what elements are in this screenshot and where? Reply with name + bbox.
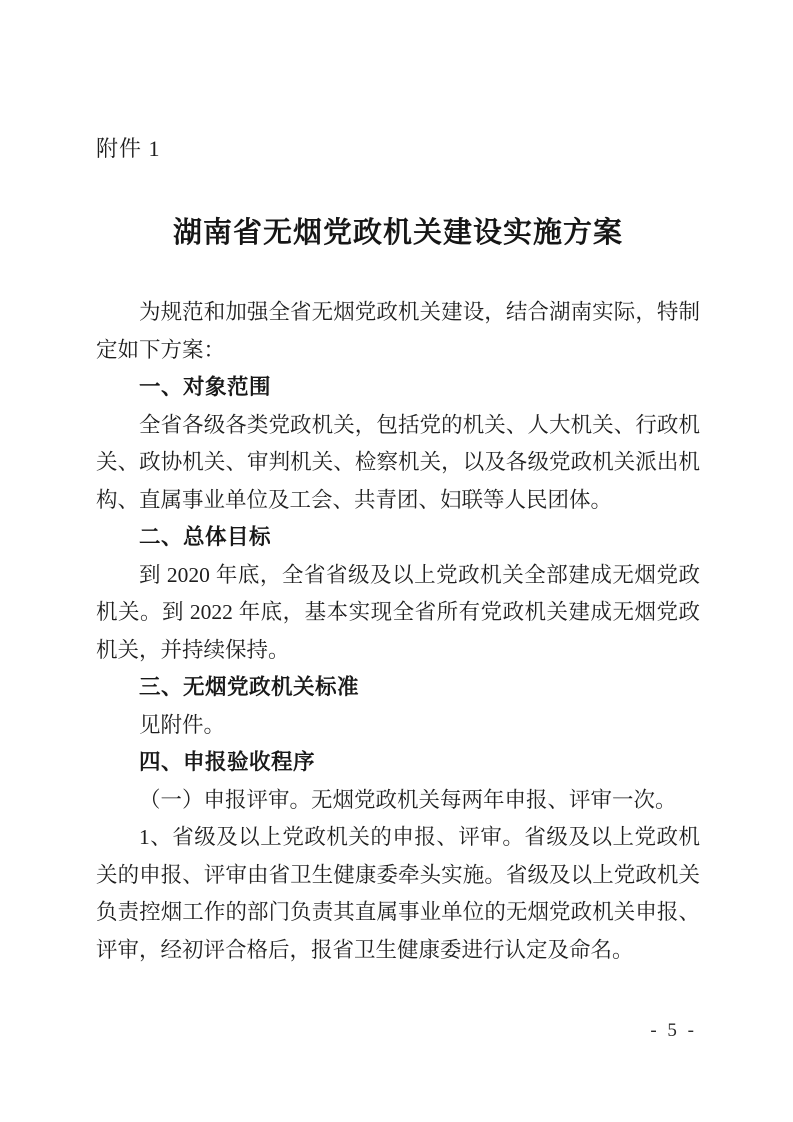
- section-paragraph-goals: 到 2020 年底，全省省级及以上党政机关全部建成无烟党政机关。到 2022 年底，基本实现全省所有党政机关建成无烟党政机关，并持续保持。: [96, 562, 700, 662]
- section-heading-procedure: 四、申报验收程序: [139, 750, 316, 774]
- intro-paragraph: 为规范和加强全省无烟党政机关建设，结合湖南实际，特制定如下方案：: [96, 300, 700, 362]
- section-heading-scope: 一、对象范围: [139, 375, 272, 399]
- document-body: [96, 294, 700, 969]
- section-paragraph-procedure-2: 1、省级及以上党政机关的申报、评审。省级及以上党政机关的申报、评审由省卫生健康委牵头实施。省级及以上党政机关负责控烟工作的部门负责其直属事业单位的无烟党政机关申报、评审，经初评合格后，报省卫生健康委进行认定及命名。: [96, 825, 700, 962]
- attachment-label: 附件 1: [96, 136, 161, 161]
- section-paragraph-standards: 见附件。: [139, 712, 226, 737]
- section-heading-standards: 三、无烟党政机关标准: [139, 675, 360, 699]
- page-number: - 5 -: [650, 1020, 697, 1041]
- section-heading-goals: 二、总体目标: [139, 525, 272, 549]
- section-paragraph-procedure-1: （一）申报评审。无烟党政机关每两年申报、评审一次。: [139, 787, 677, 812]
- section-paragraph-scope: 全省各级各类党政机关，包括党的机关、人大机关、行政机关、政协机关、审判机关、检察机关，以及各级党政机关派出机构、直属事业单位及工会、共青团、妇联等人民团体。: [96, 412, 700, 512]
- document-title: 湖南省无烟党政机关建设实施方案: [172, 217, 623, 249]
